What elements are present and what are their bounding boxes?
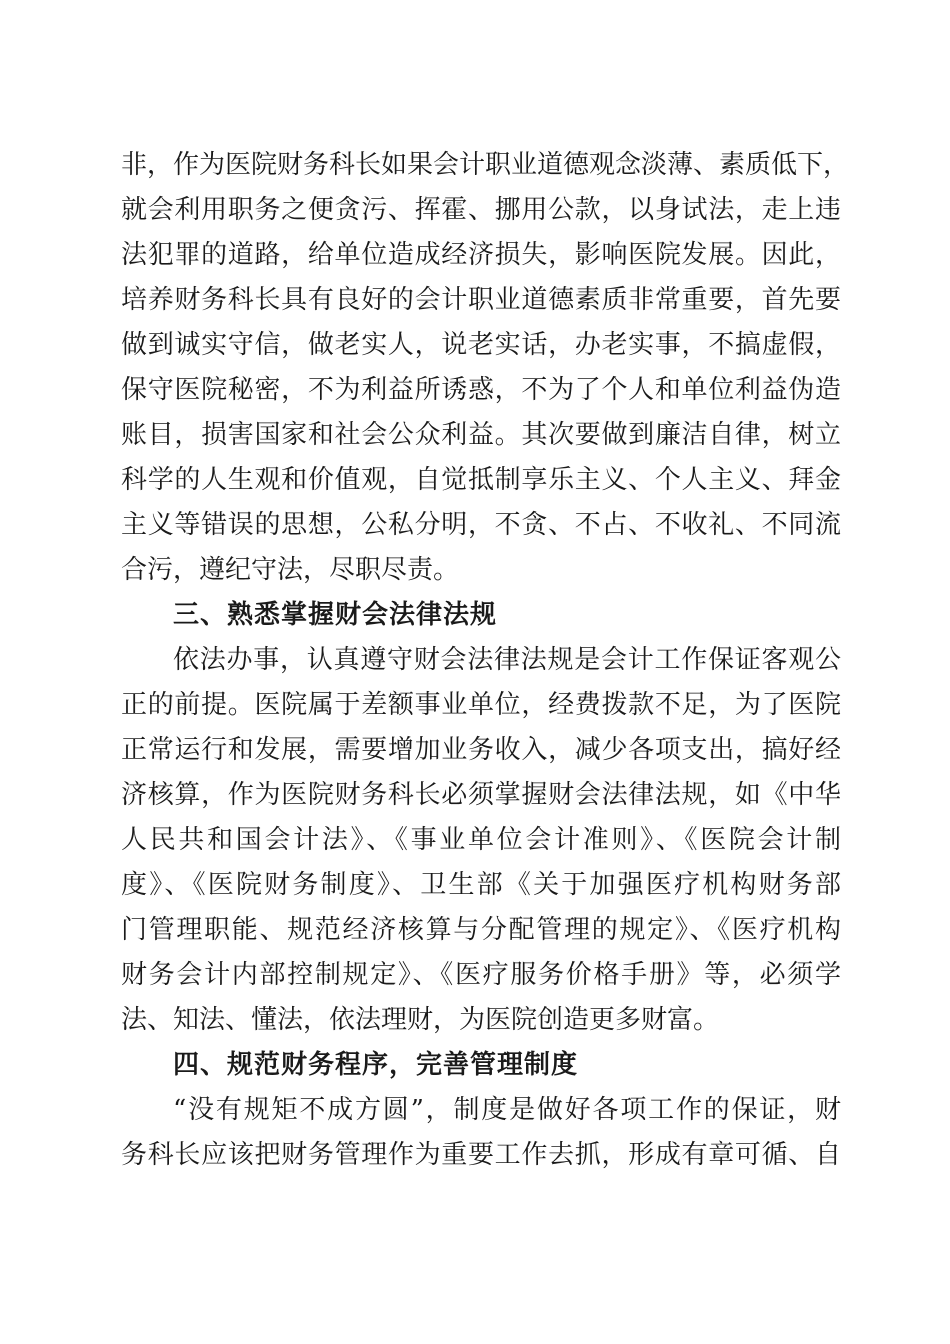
text-line: 非，作为医院财务科长如果会计职业道德观念淡薄、素质低下， bbox=[121, 150, 850, 180]
paragraph-management-system bbox=[121, 1088, 841, 1178]
text-line: 依法办事，认真遵守财会法律法规是会计工作保证客观公 bbox=[173, 645, 841, 675]
text-line: 度》、《医院财务制度》、卫生部《关于加强医疗机构财务部 bbox=[121, 870, 841, 900]
text-line: 正常运行和发展，需要增加业务收入，减少各项支出，搞好经 bbox=[121, 735, 841, 765]
text-line: 法、知法、懂法，依法理财，为医院创造更多财富。 bbox=[121, 1005, 720, 1035]
paragraph-professional-ethics bbox=[121, 143, 850, 593]
text-line: 科学的人生观和价值观，自觉抵制享乐主义、个人主义、拜金 bbox=[121, 465, 841, 495]
document-body bbox=[121, 143, 850, 1178]
text-line: 正的前提。医院属于差额事业单位，经费拨款不足，为了医院 bbox=[121, 690, 841, 720]
text-line: 人民共和国会计法》、《事业单位会计准则》、《医院会计制 bbox=[121, 825, 841, 855]
text-line: 门管理职能、规范经济核算与分配管理的规定》、《医疗机构 bbox=[121, 915, 841, 945]
text-line: “没有规矩不成方圆”，制度是做好各项工作的保证，财 bbox=[173, 1095, 841, 1125]
text-line: 合污，遵纪守法，尽职尽责。 bbox=[121, 555, 460, 585]
section-heading-3: 三、熟悉掌握财会法律法规 bbox=[173, 600, 498, 630]
text-line: 财务会计内部控制规定》、《医疗服务价格手册》等，必须学 bbox=[121, 960, 841, 990]
text-line: 账目，损害国家和社会公众利益。其次要做到廉洁自律，树立 bbox=[121, 420, 841, 450]
text-line: 保守医院秘密，不为利益所诱惑，不为了个人和单位利益伪造 bbox=[121, 375, 841, 405]
section-heading-4: 四、规范财务程序，完善管理制度 bbox=[173, 1050, 579, 1080]
text-line: 做到诚实守信，做老实人，说老实话，办老实事，不搞虚假， bbox=[121, 330, 841, 360]
text-line: 就会利用职务之便贪污、挥霍、挪用公款，以身试法，走上违 bbox=[121, 195, 841, 225]
paragraph-laws-regulations bbox=[121, 638, 841, 1043]
text-line: 济核算，作为医院财务科长必须掌握财会法律法规，如《中华 bbox=[121, 780, 841, 810]
text-line: 主义等错误的思想，公私分明，不贪、不占、不收礼、不同流 bbox=[121, 510, 841, 540]
text-line: 务科长应该把财务管理作为重要工作去抓，形成有章可循、自 bbox=[121, 1140, 841, 1170]
text-line: 培养财务科长具有良好的会计职业道德素质非常重要，首先要 bbox=[121, 285, 841, 315]
text-line: 法犯罪的道路，给单位造成经济损失，影响医院发展。因此， bbox=[121, 240, 841, 270]
